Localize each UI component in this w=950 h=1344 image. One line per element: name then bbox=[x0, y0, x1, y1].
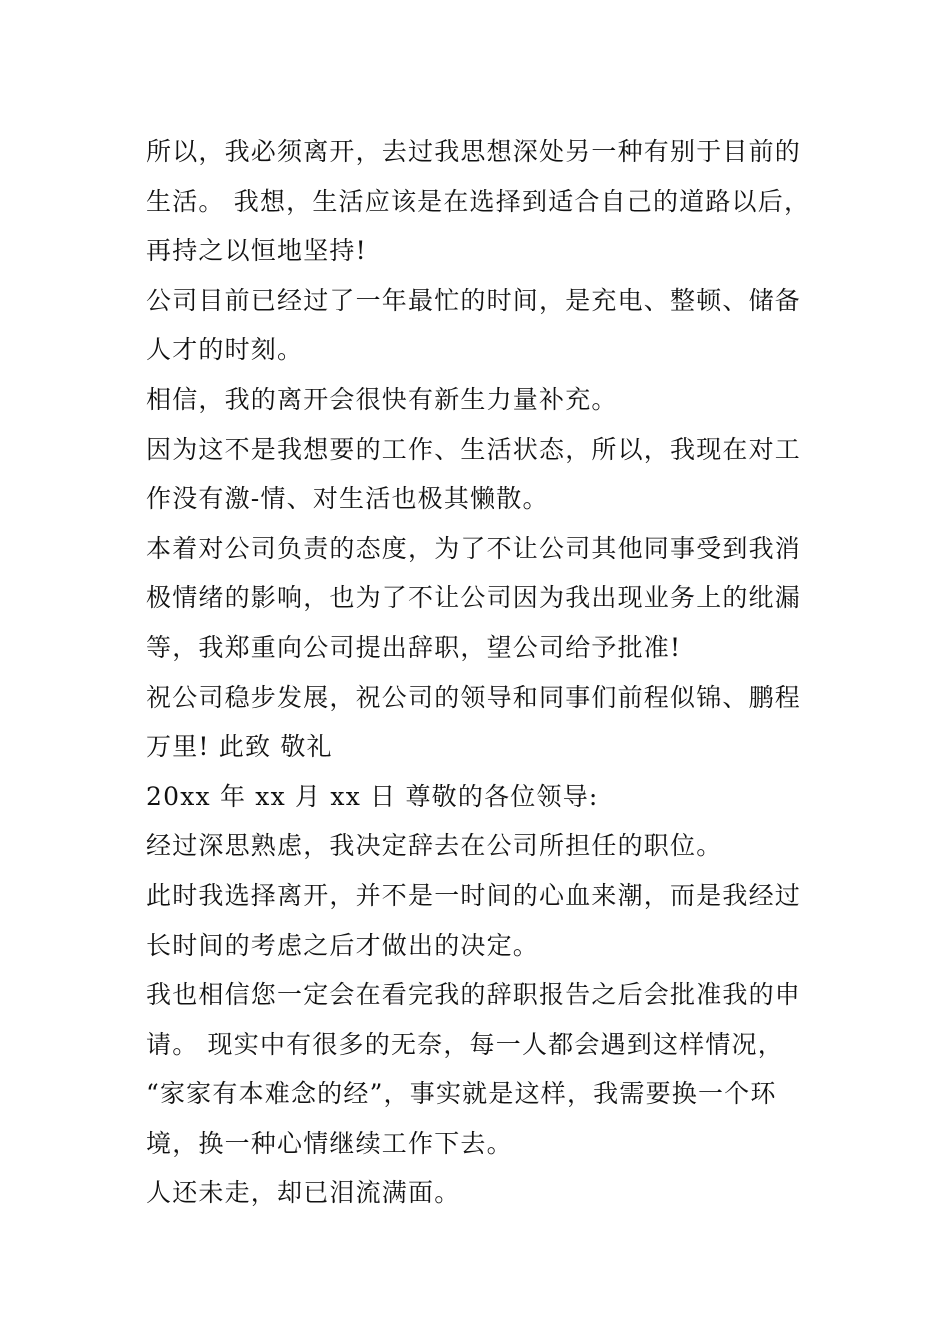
text-line: 境，换一种心情继续工作下去。 bbox=[146, 1128, 513, 1158]
text-line: 作没有激-情、对生活也极其懒散。 bbox=[146, 484, 549, 514]
text-line: 所以，我必须离开，去过我思想深处另一种有别于目前的 bbox=[146, 137, 802, 166]
text-line: 长时间的考虑之后才做出的决定。 bbox=[146, 930, 540, 960]
text-line: 人才的时刻。 bbox=[146, 335, 304, 365]
date-salutation-line: 20xx 年 xx 月 xx 日 尊敬的各位领导: bbox=[146, 781, 599, 811]
text-line: 我也相信您一定会在看完我的辞职报告之后会批准我的申 bbox=[146, 980, 802, 1010]
text-line: 万里! 此致 敬礼 bbox=[146, 732, 333, 762]
text-line: 此时我选择离开，并不是一时间的心血来潮，而是我经过 bbox=[146, 880, 802, 910]
text-line: 公司目前已经过了一年最忙的时间，是充电、整顿、储备 bbox=[146, 285, 802, 315]
text-line: 因为这不是我想要的工作、生活状态，所以，我现在对工 bbox=[146, 434, 802, 464]
text-line: 相信，我的离开会很快有新生力量补充。 bbox=[146, 384, 618, 414]
text-line: 请。 现实中有很多的无奈，每一人都会遇到这样情况， bbox=[146, 1029, 784, 1059]
document-body bbox=[146, 127, 811, 1218]
text-line: 再持之以恒地坚持! bbox=[146, 236, 367, 266]
text-line: 经过深思熟虑，我决定辞去在公司所担任的职位。 bbox=[146, 831, 723, 861]
text-line: 人还未走，却已泪流满面。 bbox=[146, 1178, 461, 1208]
text-line: 生活。 我想，生活应该是在选择到适合自己的道路以后， bbox=[146, 186, 811, 216]
text-line: 极情绪的影响，也为了不让公司因为我出现业务上的纰漏 bbox=[146, 583, 802, 613]
text-line: 等，我郑重向公司提出辞职，望公司给予批准! bbox=[146, 632, 682, 662]
text-line: 祝公司稳步发展，祝公司的领导和同事们前程似锦、鹏程 bbox=[146, 682, 802, 712]
text-line: 本着对公司负责的态度，为了不让公司其他同事受到我消 bbox=[146, 533, 802, 563]
text-line: “家家有本难念的经”，事实就是这样，我需要换一个环 bbox=[146, 1079, 777, 1109]
